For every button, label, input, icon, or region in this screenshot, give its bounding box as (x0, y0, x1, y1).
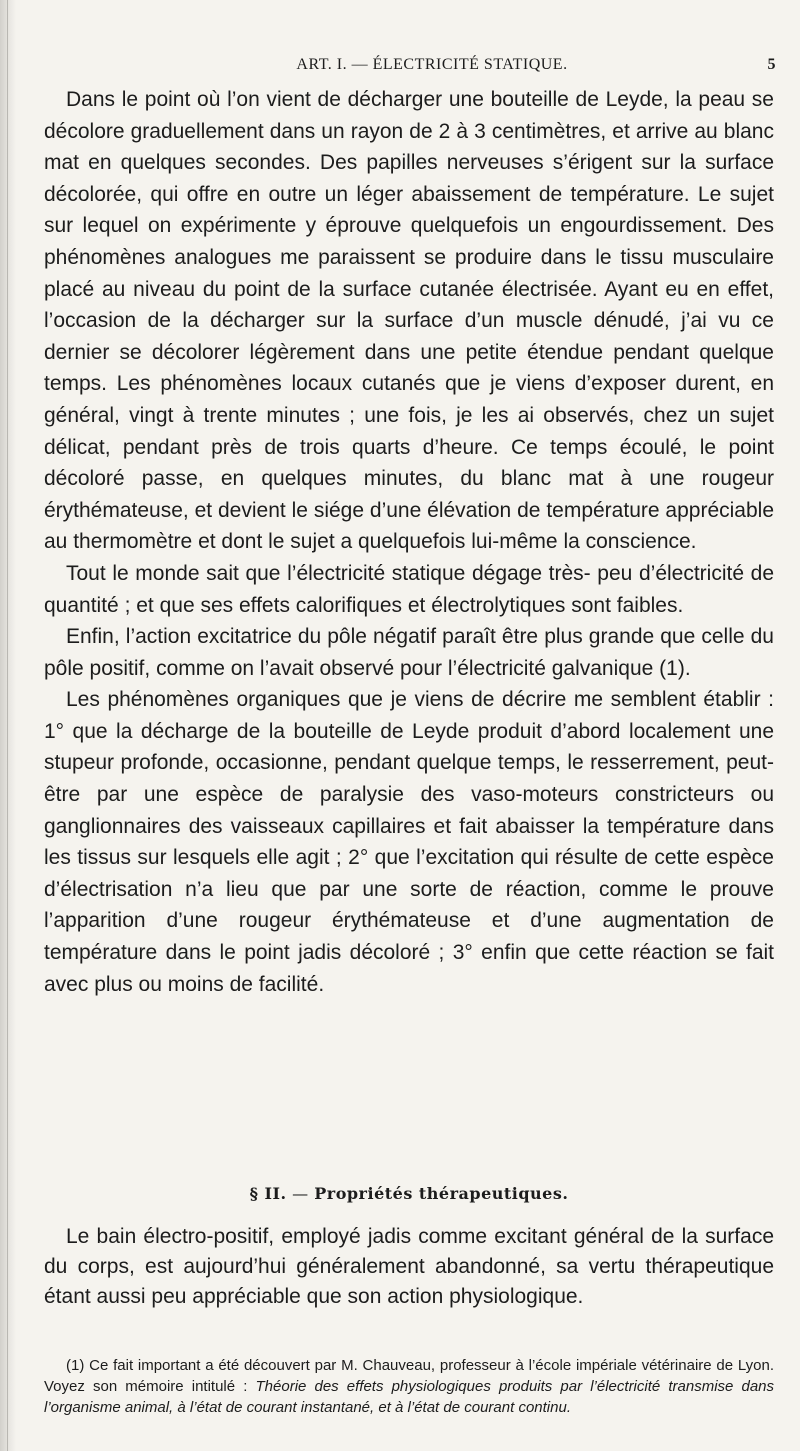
main-text (44, 84, 774, 1000)
footnote-cited-title: Théorie des effets physiologiques produits par l’électricité transmise dans l’organisme animal, à l’état de courant instantané, et à l’état de courant continu. (44, 1378, 775, 1416)
book-gutter (0, 0, 16, 1451)
paragraph: Tout le monde sait que l’électricité statique dégage très- peu d’électricité de quantité ; et que ses effets calorifiques et électrolytiques sont faibles. (44, 561, 774, 617)
section-heading (44, 1184, 774, 1203)
running-header (88, 56, 776, 80)
footnote-paragraph (44, 1355, 774, 1418)
footnote (44, 1355, 774, 1418)
paragraph: Enfin, l’action excitatrice du pôle négatif paraît être plus grande que celle du pôle positif, comme on l’avait observé pour l’électricité galvanique (1). (44, 625, 774, 680)
page-number: 5 (767, 56, 776, 73)
paragraph: Dans le point où l’on vient de décharger une bouteille de Leyde, la peau se décolore graduellement dans un rayon de 2 à 3 centimètres, et arrive au blanc mat en quelques secondes. Des papilles nerveuses s’érigent sur la surface décolorée, qui offre en outre un léger abaissement de température. Le sujet sur lequel on expérimente y éprouve quelquefois un engourdissement. Des phénomènes analogues me paraissent se produire dans le tissu musculaire placé au niveau du point de la surface cutanée électrisée. Ayant eu en effet, l’occasion de la décharger sur la surface d’un muscle dénudé, j’ai vu ce dernier se décolorer légèrement dans une petite étendue pendant quelque temps. Les phénomènes locaux cutanés que je viens d’exposer durent, en général, vingt à trente minutes ; une fois, je les ai observés, chez un sujet délicat, pendant près de trois quarts d’heure. Ce temps écoulé, le point décoloré passe, en quelques minutes, du blanc mat à une rougeur érythémateuse, et devient le siége d’une élévation de température appréciable au thermomètre et dont le sujet a quelquefois lui-même la conscience. (44, 88, 774, 554)
section-title: Propriétés thérapeutiques. (314, 1184, 569, 1203)
footnote-text: Ce fait important a été découvert par M. Chauveau, professeur à l’école impériale vétérinaire de Lyon. Voyez son mémoire intitulé : (44, 1357, 775, 1395)
section-dash: — (292, 1184, 309, 1203)
paragraph: Le bain électro-positif, employé jadis comme excitant général de la surface du corps, est aujourd’hui généralement abandonné, sa vertu thérapeutique étant aussi peu appréciable que son action physiologique. (44, 1225, 774, 1308)
section-number: § II. (249, 1184, 287, 1203)
footnote-marker: (1) (66, 1357, 85, 1374)
section-text (44, 1222, 774, 1312)
gutter-line (7, 0, 8, 1451)
paragraph: Les phénomènes organiques que je viens de décrire me semblent établir : 1° que la décharge de la bouteille de Leyde produit d’abord localement une stupeur profonde, occasionne, pendant quelque temps, le resserrement, peut-être par une espèce de paralysie des vaso-moteurs constricteurs ou ganglionnaires des vaisseaux capillaires et fait abaisser la température dans les tissus sur lesquels elle agit ; 2° que l’excitation qui résulte de cette espèce d’électrisation n’a lieu que par une sorte de réaction, comme le prouve l’apparition d’une rougeur érythémateuse et d’une augmentation de température dans le point jadis décoloré ; 3° enfin que cette réaction se fait avec plus ou moins de facilité. (44, 688, 774, 996)
running-title: ART. I. — ÉLECTRICITÉ STATIQUE. (296, 56, 568, 73)
